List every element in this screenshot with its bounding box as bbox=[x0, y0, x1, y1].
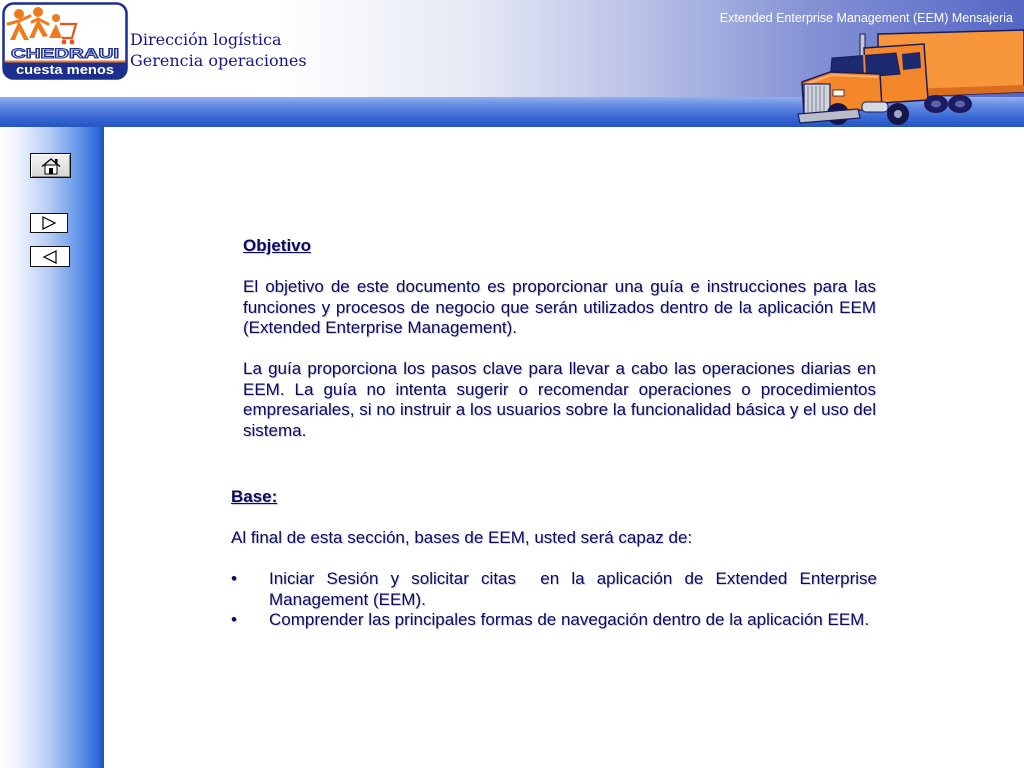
logo-brand-text: CHEDRAUI bbox=[11, 45, 119, 61]
play-left-icon bbox=[42, 250, 58, 264]
bullet-text: Iniciar Sesión y solicitar citas en la aplicación de Extended Enterprise Management (EEM). bbox=[269, 569, 882, 609]
objective-heading: Objetivo bbox=[243, 236, 312, 255]
bullet-item bbox=[231, 569, 882, 610]
home-button[interactable] bbox=[30, 153, 71, 178]
bullet-marker: • bbox=[231, 610, 237, 629]
chedraui-logo bbox=[2, 2, 128, 80]
objective-paragraph: El objetivo de este documento es proporcionar una guía e instrucciones para las funciones y procesos de negocio que serán utilizados dentro de la aplicación EEM (Extended Enterprise Management). bbox=[243, 277, 876, 337]
objective-paragraph: La guía proporciona los pasos clave para llevar a cabo las operaciones diarias en EEM. La guía no intenta sugerir o recomendar operaciones o procedimientos empresariales, si no instruir a los usuarios sobre la funcionalidad básica y el uso del sistema. bbox=[243, 359, 876, 440]
bullet-text: Comprender las principales formas de navegación dentro de la aplicación EEM. bbox=[269, 610, 870, 629]
bullet-marker: • bbox=[231, 569, 237, 588]
home-icon bbox=[40, 157, 62, 175]
bullet-item bbox=[231, 610, 877, 631]
logo-slogan-text: cuesta menos bbox=[16, 62, 114, 77]
play-right-icon bbox=[41, 216, 57, 230]
bullet-list bbox=[231, 569, 882, 631]
base-section bbox=[231, 487, 882, 631]
department-title: Dirección logística bbox=[130, 30, 282, 49]
presentation-caption: Extended Enterprise Management (EEM) Mensajeria bbox=[719, 11, 1013, 25]
header-titles bbox=[130, 29, 307, 71]
base-heading: Base: bbox=[231, 487, 278, 506]
previous-slide-button[interactable] bbox=[30, 246, 70, 267]
objective-section bbox=[243, 236, 876, 441]
next-slide-button[interactable] bbox=[30, 213, 68, 233]
base-intro: Al final de esta sección, bases de EEM, usted será capaz de: bbox=[231, 528, 693, 547]
subdepartment-title: Gerencia operaciones bbox=[130, 51, 307, 70]
truck-illustration bbox=[796, 28, 1024, 128]
